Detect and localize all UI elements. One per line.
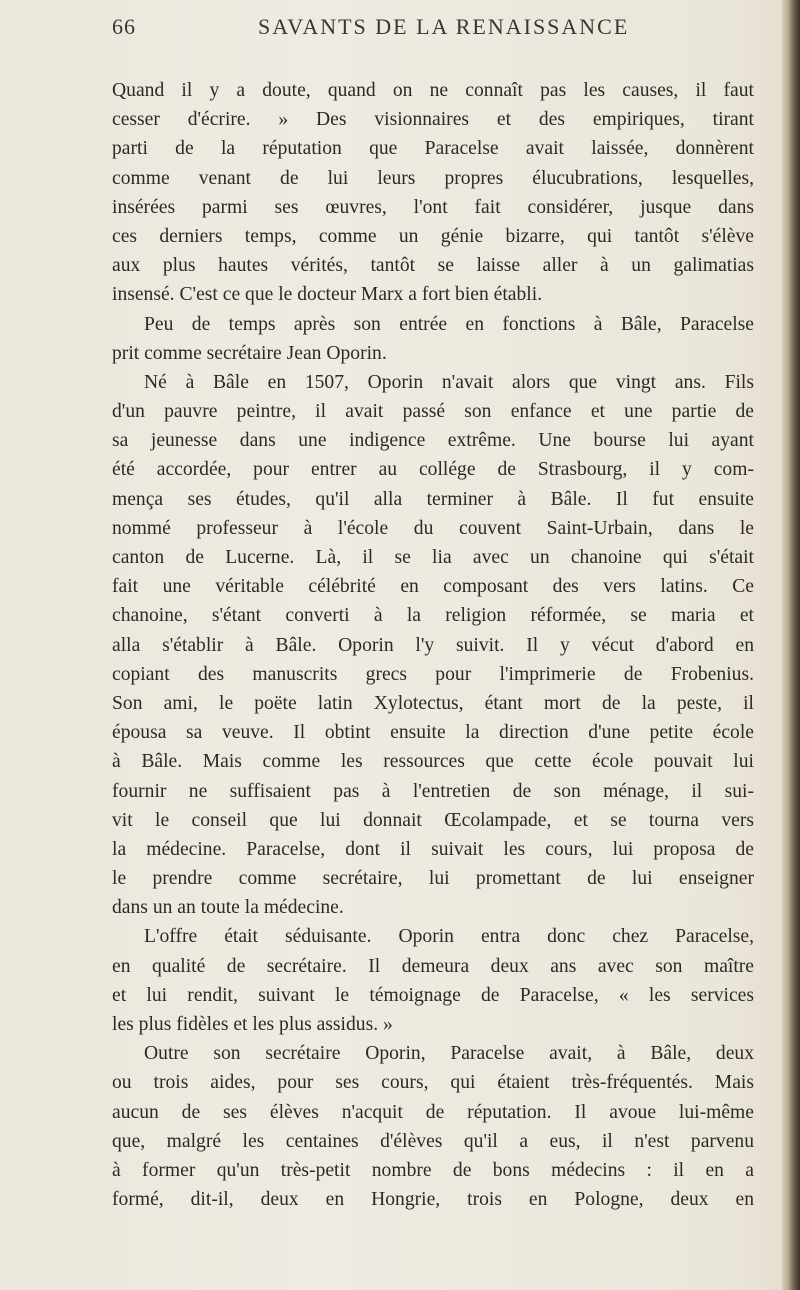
- text-line: copiant des manuscrits grecs pour l'imprimerie de Frobenius.: [112, 663, 754, 685]
- text-line: ou trois aides, pour ses cours, qui étaient très-fréquentés. Mais: [112, 1072, 754, 1094]
- text-line: L'offre était séduisante. Oporin entra donc chez Paracelse,: [144, 926, 754, 948]
- text-line: que, malgré les centaines d'élèves qu'il a eus, il n'est parvenu: [112, 1130, 754, 1152]
- text-line: fournir ne suffisaient pas à l'entretien de son ménage, il sui-: [112, 780, 754, 802]
- text-line: le prendre comme secrétaire, lui promettant de lui enseigner: [112, 868, 754, 890]
- text-line: insérées parmi ses œuvres, l'ont fait considérer, jusque dans: [112, 196, 754, 218]
- body-text: [112, 76, 754, 1214]
- text-line: cesser d'écrire. » Des visionnaires et des empiriques, tirant: [112, 109, 754, 131]
- text-line: à Bâle. Mais comme les ressources que cette école pouvait lui: [112, 751, 754, 773]
- text-line: parti de la réputation que Paracelse avait laissée, donnèrent: [112, 138, 754, 160]
- text-line: Peu de temps après son entrée en fonctions à Bâle, Paracelse: [144, 313, 754, 335]
- text-line: Son ami, le poëte latin Xylotectus, étant mort de la peste, il: [112, 692, 754, 714]
- text-line: Outre son secrétaire Oporin, Paracelse avait, à Bâle, deux: [144, 1043, 754, 1065]
- text-line: ces derniers temps, comme un génie bizarre, qui tantôt s'élève: [112, 225, 754, 247]
- text-line: mença ses études, qu'il alla terminer à Bâle. Il fut ensuite: [112, 488, 754, 510]
- text-line: Quand il y a doute, quand on ne connaît pas les causes, il faut: [112, 80, 754, 101]
- text-line: sa jeunesse dans une indigence extrême. Une bourse lui ayant: [112, 430, 754, 452]
- text-line: vit le conseil que lui donnait Œcolampade, et se tourna vers: [112, 809, 754, 831]
- text-line: en qualité de secrétaire. Il demeura deux ans avec son maître: [112, 955, 754, 977]
- text-line: aux plus hautes vérités, tantôt se laisse aller à un galimatias: [112, 255, 754, 277]
- text-line: dans un an toute la médecine.: [112, 897, 344, 919]
- text-line: nommé professeur à l'école du couvent Saint-Urbain, dans le: [112, 517, 754, 539]
- book-binding-edge: [782, 0, 800, 1290]
- text-line: comme venant de lui leurs propres élucubrations, lesquelles,: [112, 167, 754, 189]
- text-line: d'un pauvre peintre, il avait passé son enfance et une partie de: [112, 401, 754, 423]
- text-line: formé, dit-il, deux en Hongrie, trois en Pologne, deux en: [112, 1189, 754, 1211]
- text-line: et lui rendit, suivant le témoignage de Paracelse, « les services: [112, 984, 754, 1006]
- page-number: 66: [112, 14, 136, 39]
- text-line: les plus fidèles et les plus assidus. »: [112, 1014, 393, 1035]
- text-line: prit comme secrétaire Jean Oporin.: [112, 342, 387, 364]
- text-line: à former qu'un très-petit nombre de bons médecins : il en a: [112, 1159, 754, 1181]
- text-line: été accordée, pour entrer au collége de Strasbourg, il y com-: [112, 459, 754, 481]
- text-line: canton de Lucerne. Là, il se lia avec un chanoine qui s'était: [112, 547, 754, 568]
- text-line: aucun de ses élèves n'acquit de réputation. Il avoue lui-même: [112, 1101, 754, 1123]
- text-line: chanoine, s'étant converti à la religion réformée, se maria et: [112, 605, 754, 627]
- text-line: Né à Bâle en 1507, Oporin n'avait alors que vingt ans. Fils: [144, 371, 754, 393]
- text-line: fait une véritable célébrité en composant des vers latins. Ce: [112, 576, 754, 598]
- text-line: alla s'établir à Bâle. Oporin l'y suivit. Il y vécut d'abord en: [112, 634, 754, 656]
- running-title: SAVANTS DE LA RENAISSANCE: [258, 14, 630, 39]
- text-line: épousa sa veuve. Il obtint ensuite la direction d'une petite école: [112, 722, 754, 744]
- text-line: la médecine. Paracelse, dont il suivait les cours, lui proposa de: [112, 838, 754, 860]
- text-line: insensé. C'est ce que le docteur Marx a fort bien établi.: [112, 284, 543, 306]
- running-header: [112, 14, 752, 46]
